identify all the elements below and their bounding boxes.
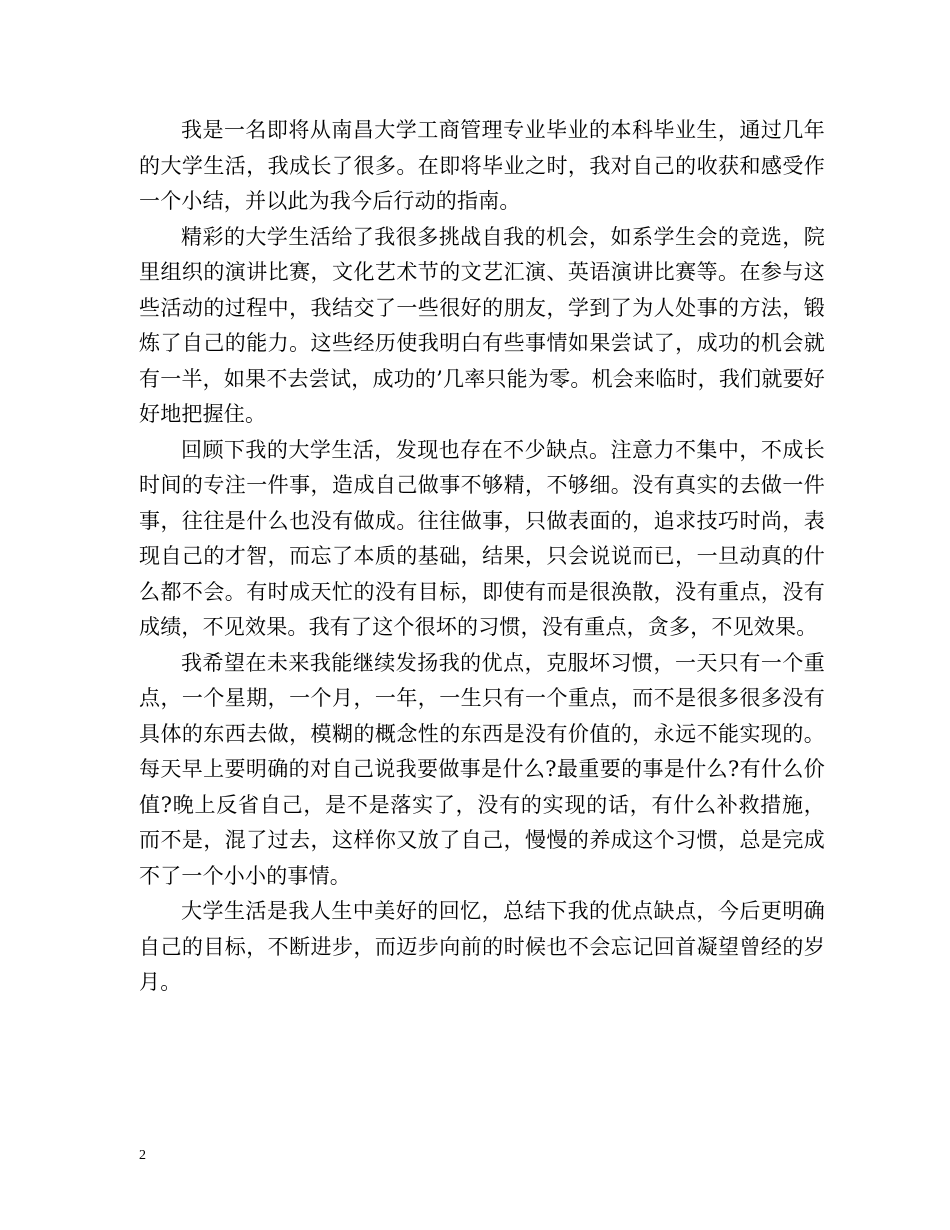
- paragraph-1: 我是一名即将从南昌大学工商管理专业毕业的本科毕业生，通过几年的大学生活，我成长了很多。在即将毕业之时，我对自己的收获和感受作一个小结，并以此为我今后行动的指南。: [139, 118, 825, 213]
- paragraph-4: 我希望在未来我能继续发扬我的优点，克服坏习惯，一天只有一个重点，一个星期，一个月，一年，一生只有一个重点，而不是很多很多没有具体的东西去做，模糊的概念性的东西是没有价值的，永远不能实现的。每天早上要明确的对自己说我要做事是什么?最重要的事是什么?有什么价值?晚上反省自己，是不是落实了，没有的实现的话，有什么补救措施，而不是，混了过去，这样你又放了自己，慢慢的养成这个习惯，总是完成不了一个小小的事情。: [139, 650, 825, 888]
- page-number: 2: [139, 1148, 146, 1163]
- paragraph-3: 回顾下我的大学生活，发现也存在不少缺点。注意力不集中，不成长时间的专注一件事，造成自己做事不够精，不够细。没有真实的去做一件事，往往是什么也没有做成。往往做事，只做表面的，追求技巧时尚，表现自己的才智，而忘了本质的基础，结果，只会说说而已，一旦动真的什么都不会。有时成天忙的没有目标，即使有而是很涣散，没有重点，没有成绩，不见效果。我有了这个很坏的习惯，没有重点，贪多，不见效果。: [139, 437, 825, 639]
- paragraph-5: 大学生活是我人生中美好的回忆，总结下我的优点缺点，今后更明确自己的目标，不断进步，而迈步向前的时候也不会忘记回首凝望曾经的岁月。: [139, 899, 825, 994]
- body-text: [139, 113, 825, 1001]
- paragraph-2: 精彩的大学生活给了我很多挑战自我的机会，如系学生会的竞选，院里组织的演讲比赛，文化艺术节的文艺汇演、英语演讲比赛等。在参与这些活动的过程中，我结交了一些很好的朋友，学到了为人处事的方法，锻炼了自己的能力。这些经历使我明白有些事情如果尝试了，成功的机会就有一半，如果不去尝试，成功的’几率只能为零。机会来临时，我们就要好好地把握住。: [139, 224, 825, 426]
